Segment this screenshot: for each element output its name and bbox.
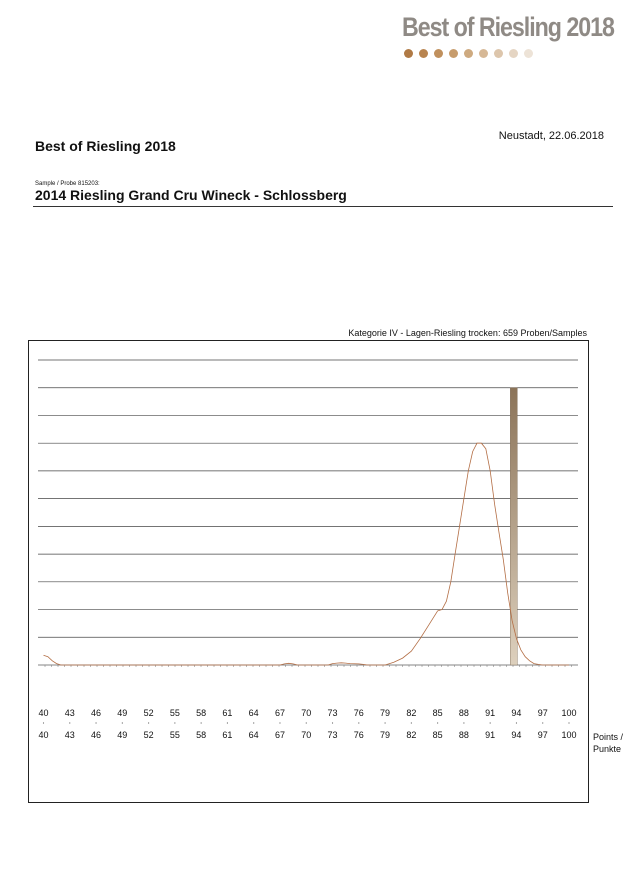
x-tick-label: 73 [327, 730, 338, 740]
x-tick-label: 70 [301, 730, 312, 740]
tick-dot [332, 722, 333, 723]
sample-label: Sample / Probe 815203: [35, 181, 100, 187]
tick-dot [201, 722, 202, 723]
x-tick-label: 64 [248, 708, 259, 718]
x-tick-label: 67 [274, 708, 285, 718]
x-tick-label: 40 [38, 730, 49, 740]
x-tick-label: 76 [353, 708, 364, 718]
logo-text: Best of Riesling 2018 [402, 12, 614, 42]
x-axis-label: Points / Punkte [593, 732, 624, 754]
tick-dot [43, 722, 44, 723]
tick-dot [568, 722, 569, 723]
x-tick-label: 58 [196, 730, 207, 740]
x-tick-label: 46 [91, 730, 102, 740]
tick-dot [306, 722, 307, 723]
x-tick-row [0, 708, 642, 720]
sample-score-bar [510, 388, 517, 665]
document-title: Best of Riesling 2018 [35, 138, 176, 154]
x-tick-label: 100 [561, 708, 577, 718]
x-tick-label: 100 [561, 730, 577, 740]
x-tick-label: 49 [117, 708, 128, 718]
wine-name: 2014 Riesling Grand Cru Wineck - Schlossberg [35, 187, 347, 203]
x-tick-label: 61 [222, 708, 233, 718]
x-tick-label: 91 [485, 730, 496, 740]
x-tick-label: 97 [537, 708, 548, 718]
x-tick-label: 43 [64, 708, 75, 718]
tick-dot [490, 722, 491, 723]
x-tick-label: 88 [458, 708, 469, 718]
x-tick-label: 70 [301, 708, 312, 718]
tick-dot [148, 722, 149, 723]
x-tick-label: 82 [406, 730, 417, 740]
tick-dot [516, 722, 517, 723]
x-tick-label: 85 [432, 730, 443, 740]
x-tick-label: 64 [248, 730, 259, 740]
x-tick-label: 55 [169, 708, 180, 718]
x-tick-label: 52 [143, 730, 154, 740]
x-tick-label: 55 [169, 730, 180, 740]
tick-dot [411, 722, 412, 723]
x-tick-label: 94 [511, 708, 522, 718]
x-tick-label: 49 [117, 730, 128, 740]
x-tick-label: 85 [432, 708, 443, 718]
tick-dot [542, 722, 543, 723]
tick-dot [279, 722, 280, 723]
x-tick-label: 73 [327, 708, 338, 718]
tick-dot [463, 722, 464, 723]
tick-dot [69, 722, 70, 723]
x-tick-label: 94 [511, 730, 522, 740]
x-tick-row-secondary [0, 730, 642, 742]
report-date: Neustadt, 22.06.2018 [498, 130, 604, 142]
tick-dot [227, 722, 228, 723]
tick-dot [358, 722, 359, 723]
x-tick-label: 43 [64, 730, 75, 740]
x-tick-label: 97 [537, 730, 548, 740]
x-tick-label: 82 [406, 708, 417, 718]
tick-dot [437, 722, 438, 723]
x-tick-label: 58 [196, 708, 207, 718]
x-tick-label: 67 [274, 730, 285, 740]
chart-title: Kategorie IV - Lagen-Riesling trocken: 659 Proben/Samples [348, 328, 587, 338]
tick-dot [122, 722, 123, 723]
x-tick-label: 79 [380, 708, 391, 718]
x-tick-label: 91 [485, 708, 496, 718]
x-tick-label: 88 [458, 730, 469, 740]
x-tick-label: 61 [222, 730, 233, 740]
x-tick-label: 46 [91, 708, 102, 718]
tick-dot [95, 722, 96, 723]
x-tick-label: 76 [353, 730, 364, 740]
x-tick-label: 40 [38, 708, 49, 718]
x-tick-label: 79 [380, 730, 391, 740]
tick-dot [384, 722, 385, 723]
x-tick-label: 52 [143, 708, 154, 718]
tick-dot [253, 722, 254, 723]
tick-dot [174, 722, 175, 723]
